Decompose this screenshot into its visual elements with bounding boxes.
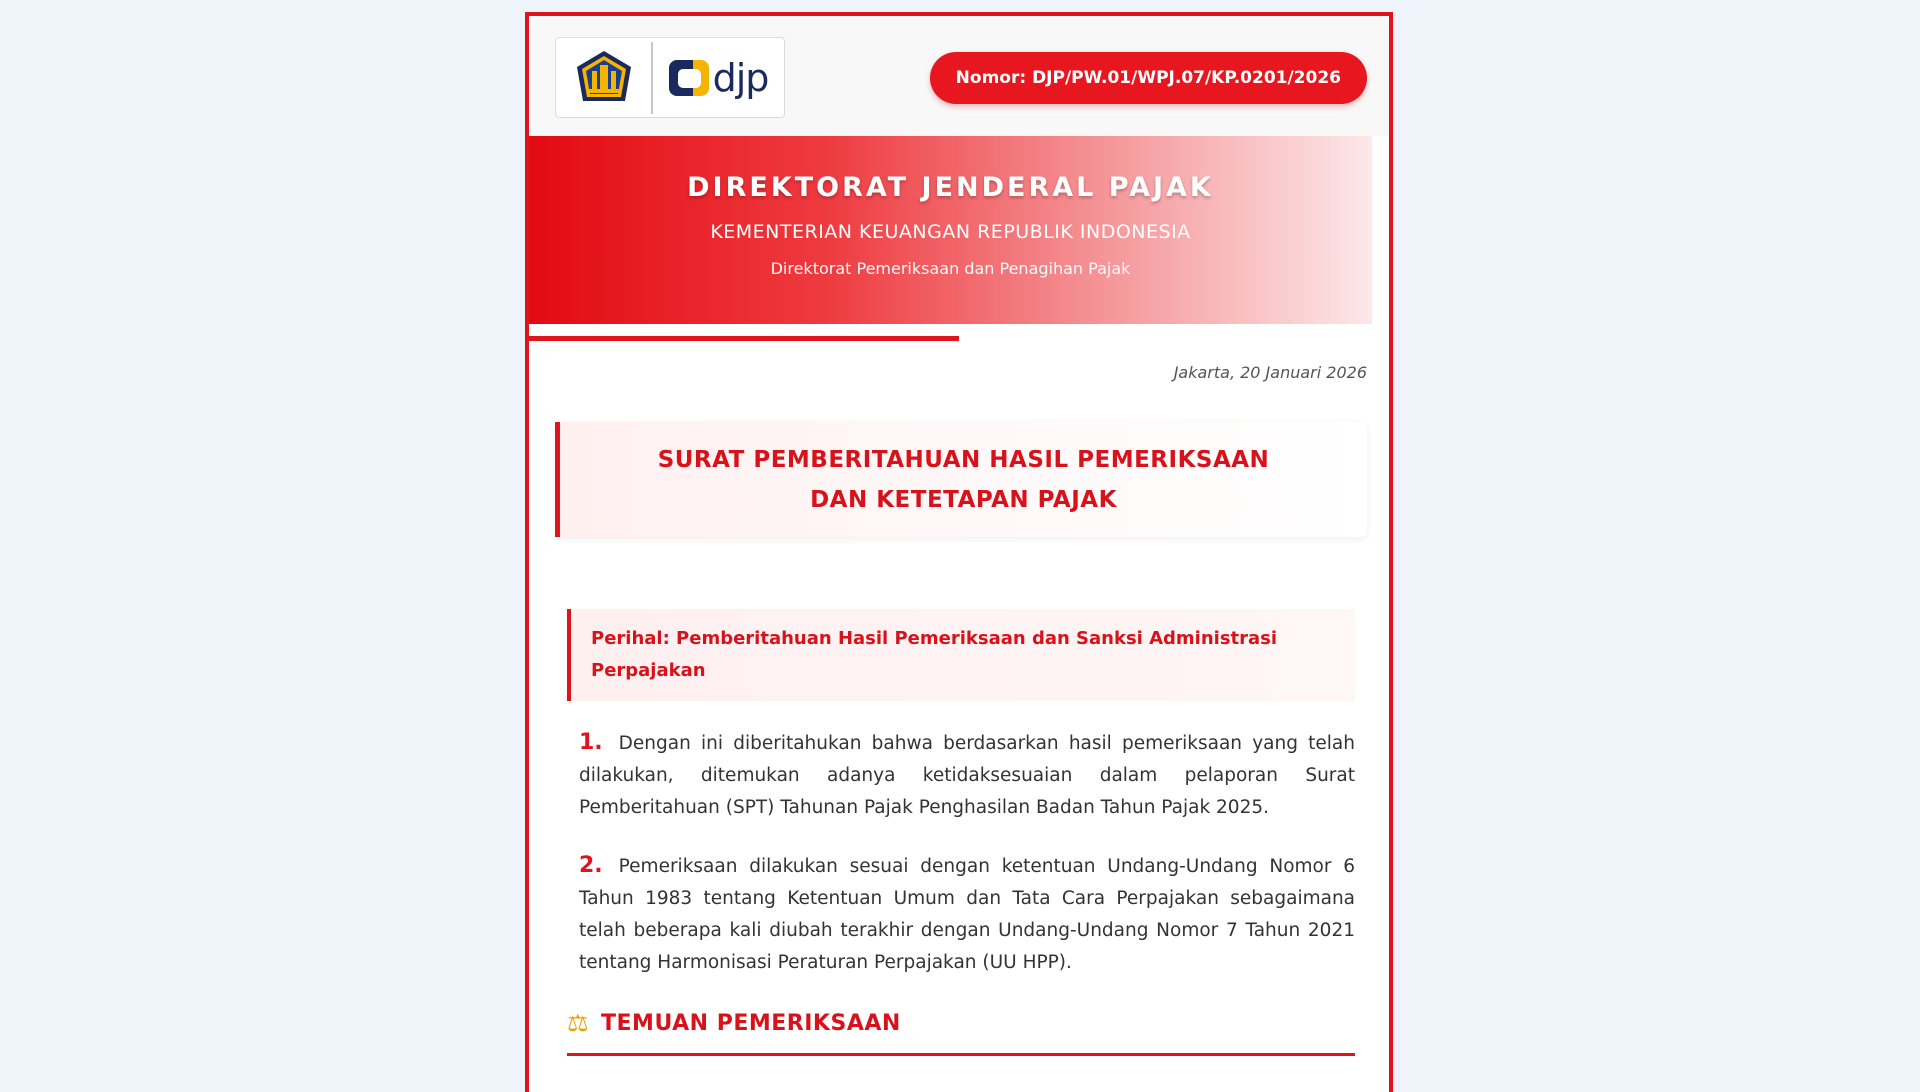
document-number-badge: Nomor: DJP/PW.01/WPJ.07/KP.0201/2026 — [930, 52, 1367, 104]
section-title: TEMUAN PEMERIKSAAN — [601, 1010, 901, 1036]
logo-group — [555, 37, 785, 118]
kemenkeu-emblem-icon — [556, 38, 651, 117]
agency-title: DIREKTORAT JENDERAL PAJAK — [687, 172, 1214, 203]
letter-header — [529, 16, 1389, 136]
paragraph-number: 2. — [579, 853, 603, 878]
letter-page — [525, 12, 1393, 1092]
paragraph-number: 1. — [579, 730, 603, 755]
scale-icon: ⚖ — [567, 1009, 590, 1037]
division-name: Direktorat Pemeriksaan dan Penagihan Pajak — [770, 259, 1131, 278]
paragraph-text: Pemeriksaan dilakukan sesuai dengan ketentuan Undang-Undang Nomor 6 Tahun 1983 tentang Ketentuan Umum dan Tata Cara Perpajakan sebagaimana telah beberapa kali diubah terakhir dengan Undang-Undang Nomor 7 Tahun 2021 tentang Harmonisasi Peraturan Perpajakan (UU HPP). — [579, 856, 1355, 973]
djp-mark-icon — [669, 60, 709, 96]
subject-box: Perihal: Pemberitahuan Hasil Pemeriksaan dan Sanksi Administrasi Perpajakan — [567, 609, 1355, 701]
djp-logo-text: djp — [712, 55, 769, 100]
accent-divider — [529, 336, 959, 341]
paragraph-text: Dengan ini diberitahukan bahwa berdasarkan hasil pemeriksaan yang telah dilakukan, ditemukan adanya ketidaksesuaian dalam pelaporan Surat Pemberitahuan (SPT) Tahunan Pajak Penghasilan Badan Tahun Pajak 2025. — [579, 733, 1355, 818]
ministry-name: KEMENTERIAN KEUANGAN REPUBLIK INDONESIA — [710, 221, 1191, 243]
document-title-line-1: SURAT PEMBERITAHUAN HASIL PEMERIKSAAN — [657, 446, 1270, 473]
section-heading — [567, 1009, 1355, 1056]
djp-logo — [653, 55, 784, 100]
paragraph-2 — [579, 850, 1355, 979]
letter-date: Jakarta, 20 Januari 2026 — [1173, 363, 1367, 382]
document-title-box — [555, 422, 1367, 537]
agency-banner — [529, 136, 1372, 324]
document-title-line-2: DAN KETETAPAN PAJAK — [810, 486, 1117, 513]
paragraph-1 — [579, 727, 1355, 824]
